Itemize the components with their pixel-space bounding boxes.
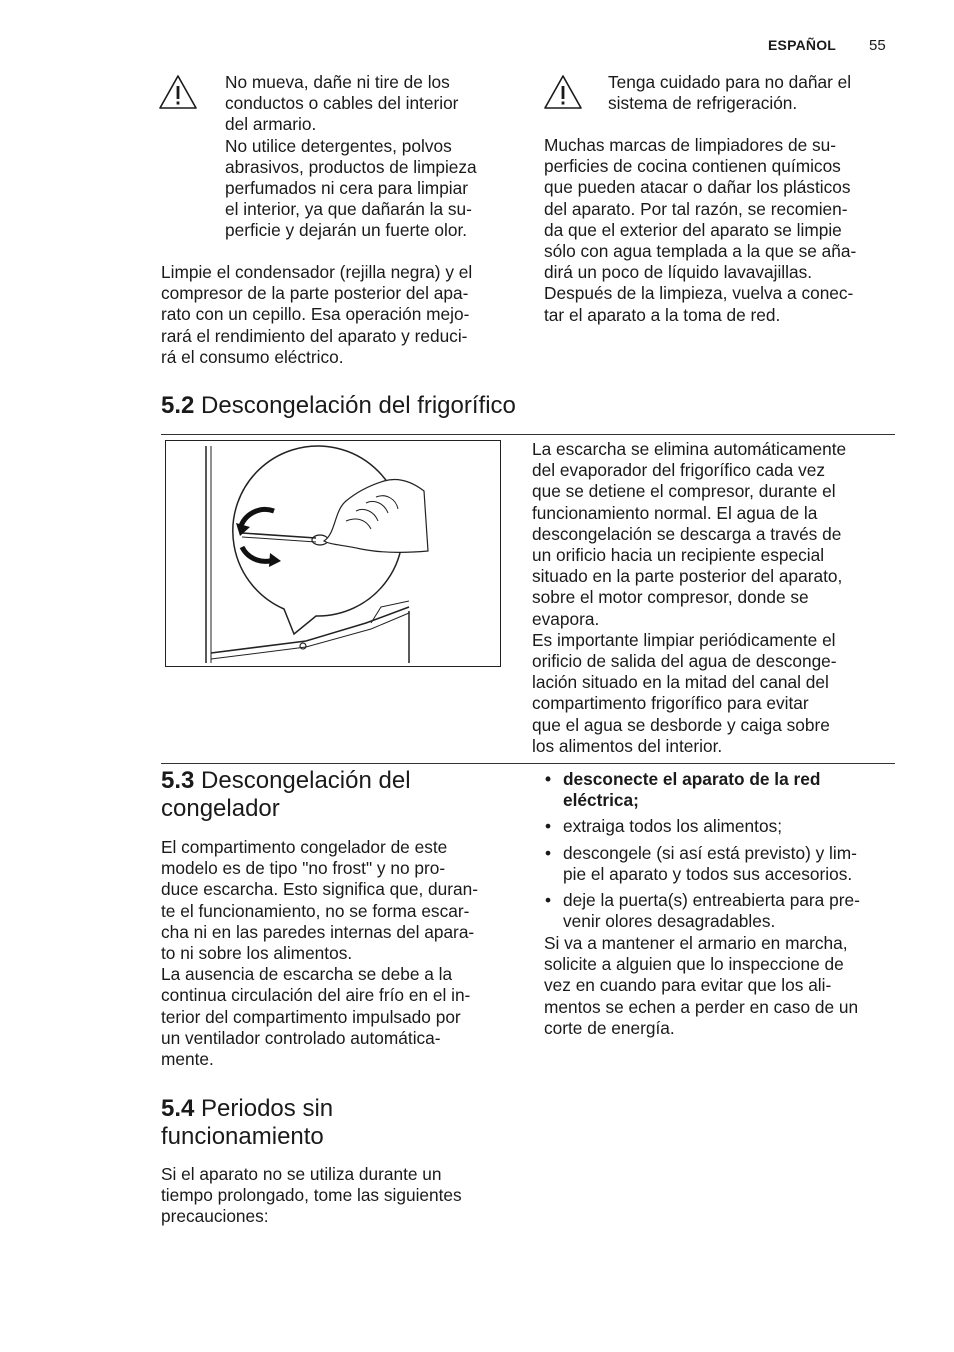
list-item: • desconecte el aparato de la red eléctrica; <box>545 769 900 811</box>
section-5-3-heading <box>161 767 521 823</box>
cleaners-text: Muchas marcas de limpiadores de su- perficies de cocina contienen químicos que pueden atacar o dañar los plásticos del aparato. Por tal razón, se recomien- da que el exterior del aparato se limpie sólo con agua templada a la que se aña- dirá un poco de líquido lavavajillas. Después de la limpieza, vuelva a conec- tar el aparato a la toma de red. <box>544 135 857 325</box>
warning-icon <box>543 74 583 110</box>
section-number: 5.3 <box>161 767 195 794</box>
warning-icon <box>158 74 198 110</box>
precautions-list <box>545 769 900 937</box>
warning-right-text: Tenga cuidado para no dañar el sistema de refrigeración. <box>608 72 852 114</box>
section-number: 5.2 <box>161 392 195 419</box>
section-title: Descongelación del frigorífico <box>201 392 516 419</box>
list-item: • deje la puerta(s) entreabierta para pre- venir olores desagradables. <box>545 890 900 932</box>
condenser-cleaning-text: Limpie el condensador (rejilla negra) y el compresor de la parte posterior del apa- rato con un cepillo. Esa operación mejo- rará el rendimiento del aparato y reduci- rá el consumo eléctrico. <box>161 262 473 367</box>
list-item: • extraiga todos los alimentos; <box>545 816 900 837</box>
section-5-2-heading <box>161 392 761 420</box>
list-item: • descongele (si así está previsto) y lim- pie el aparato y todos sus accesorios. <box>545 843 900 885</box>
section-5-2-text: La escarcha se elimina automáticamente del evaporador del frigorífico cada vez que se detiene el compresor, durante el funcionamiento normal. El agua de la descongelación se descarga a través de un orificio hacia un recipiente especial situado en la parte posterior del aparato, sobre el motor compresor, donde se evapora. Es importante limpiar periódicamente el orificio de salida del agua de desconge- lación situado en la mitad del canal del compartimento frigorífico para evitar que el agua se desborde y caiga sobre los alimentos del interior. <box>532 439 847 756</box>
section-5-3-text: El compartimento congelador de este modelo es de tipo "no frost" y no pro- duce escarcha. Esto significa que, duran- te el funcionamiento, no se forma escar- cha ni en las paredes internas del apara- to ni sobre los alimentos. La ausencia de escarcha se debe a la continua circulación del aire frío en el in- terior del compartimento impulsado por un ventilador controlado automática- mente. <box>161 837 479 1070</box>
section-divider <box>161 434 895 435</box>
section-5-4-heading <box>161 1095 521 1151</box>
warning-left-text: No mueva, dañe ni tire de los conductos o cables del interior del armario. No utilice detergentes, polvos abrasivos, productos de limpieza perfumados ni cera para limpiar el interior, ya que dañarán la su- perficie y dejarán un fuerte olor. <box>225 72 477 241</box>
header-language: ESPAÑOL <box>768 37 837 53</box>
section-number: 5.4 <box>161 1095 195 1122</box>
defrost-drain-drawing <box>166 441 499 665</box>
section-title: Periodos sin funcionamiento <box>161 1095 334 1150</box>
section-divider <box>161 763 895 764</box>
section-5-4-text: Si el aparato no se utiliza durante un tiempo prolongado, tome las siguientes precauciones: <box>161 1164 462 1227</box>
section-title: Descongelación del congelador <box>161 767 411 822</box>
page-number: 55 <box>869 37 886 54</box>
running-cabinet-text: Si va a mantener el armario en marcha, solicite a alguien que lo inspeccione de vez en cuando para evitar que los ali- mentos se echen a perder en caso de un corte de energía. <box>544 933 859 1038</box>
defrost-drain-illustration <box>165 440 501 667</box>
